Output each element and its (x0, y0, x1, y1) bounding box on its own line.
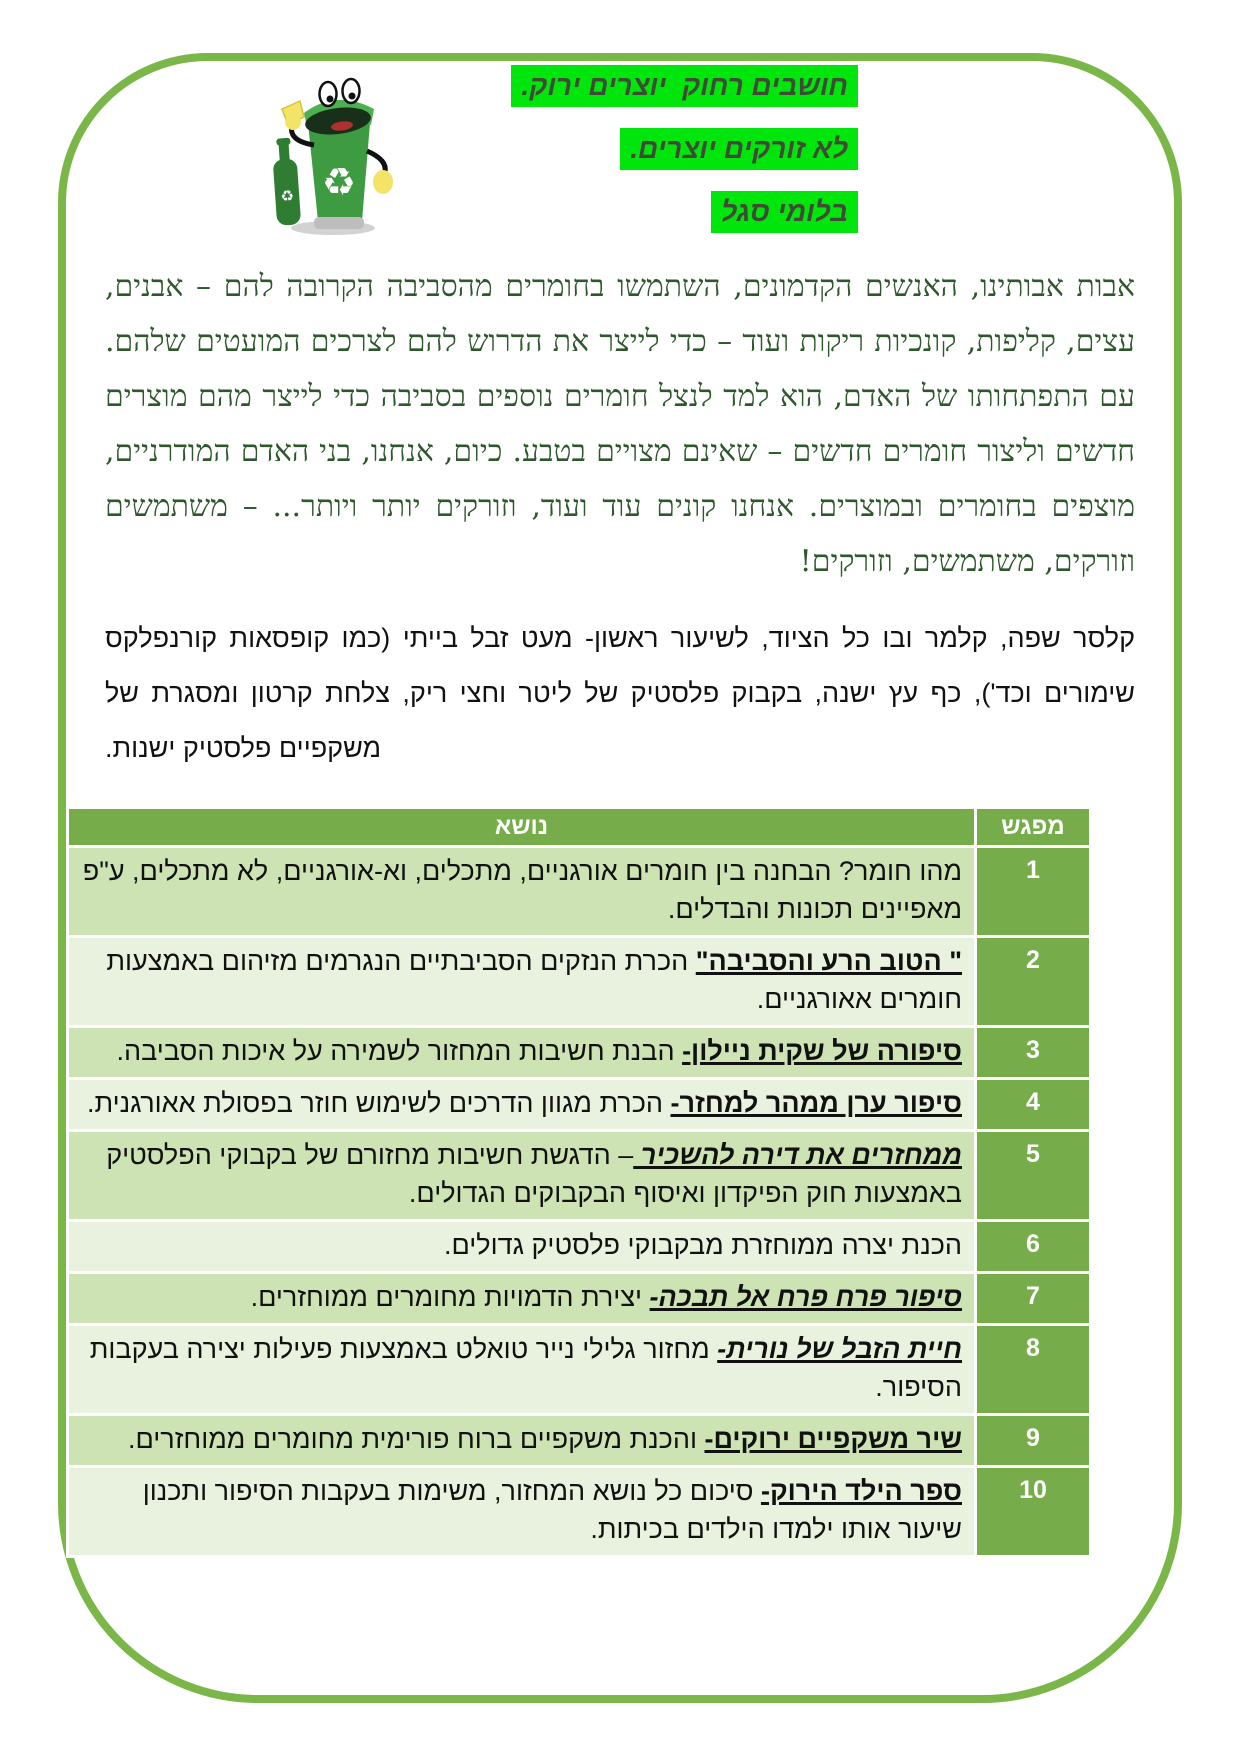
table-row (68, 1325, 1091, 1415)
topic-text: הכנת יצרה ממוחזרת מבקבוקי פלסטיק גדולים. (444, 1230, 962, 1260)
topic-cell (68, 1027, 976, 1079)
topic-title: סיפורה של שקית ניילון- (682, 1036, 962, 1066)
intro-paragraph: אבות אבותינו, האנשים הקדמונים, השתמשו בחומרים מהסביבה הקרובה להם – אבנים, עצים, קליפות, קונכיות ריקות ועוד – כדי לייצר את הדרוש להם לצרכים המועטים שלהם. עם התפתחותו של האדם, הוא למד לנצל חומרים נוספים בסביבה כדי לייצר מהם מוצרים חדשים וליצור חומרים חדשים – שאינם מצויים בטבע. כיום, אנחנו, בני האדם המודרניים, מוצפים בחומרים ובמוצרים. אנחנו קונים עוד ועוד, וזורקים יותר ויותר... – משתמשים וזורקים, משתמשים, וזורקים! (105, 269, 1135, 579)
topic-title: שיר משקפיים ירוקים- (704, 1424, 962, 1454)
table-row (68, 937, 1091, 1027)
headline-line-3: בלומי סגל (711, 191, 858, 233)
session-number: 2 (976, 937, 1091, 1027)
page-border-frame (58, 53, 1182, 1703)
table-row (68, 847, 1091, 937)
session-number: 9 (976, 1415, 1091, 1467)
topic-cell (68, 1273, 976, 1325)
topic-text: מחזור גלילי נייר טואלט באמצעות פעילות יצירה בעקבות הסיפור. (89, 1334, 962, 1402)
topic-title: " הטוב הרע והסביבה" (695, 946, 962, 976)
supplies-paragraph: קלסר שפה, קלמר ובו כל הציוד, לשיעור ראשון- מעט זבל בייתי (כמו קופסאות קורנפלקס שימורים וכד'), כף עץ ישנה, בקבוק פלסטיק של ליטר וחצי ריק, צלחת קרטון ומסגרת של משקפיים פלסטיק ישנות. (105, 623, 1135, 763)
table-row (68, 1273, 1091, 1325)
table-row (68, 1079, 1091, 1131)
page-header (66, 61, 1174, 249)
topic-title: חיית הזבל של נורית- (717, 1334, 962, 1364)
topic-text: הבנת חשיבות המחזור לשמירה על איכות הסביבה. (116, 1036, 683, 1066)
table-row (68, 1027, 1091, 1079)
headline-line-1: חושבים רחוק יוצרים ירוק. (511, 65, 858, 107)
topic-cell (68, 1131, 976, 1221)
table-row (68, 1467, 1091, 1557)
session-number: 4 (976, 1079, 1091, 1131)
sessions-table-body (68, 847, 1091, 1557)
session-number: 7 (976, 1273, 1091, 1325)
topic-text: סיכום כל נושא המחזור, משימות בעקבות הסיפור ותכנון שיעור אותו ילמדו הילדים בכיתות. (142, 1476, 962, 1544)
recycling-bin-mascot-image (230, 73, 400, 238)
table-row (68, 1415, 1091, 1467)
topic-cell (68, 1467, 976, 1557)
session-number: 10 (976, 1467, 1091, 1557)
topic-cell (68, 1415, 976, 1467)
topic-cell (68, 937, 976, 1027)
topic-text: מהו חומר? הבחנה בין חומרים אורגניים, מתכלים, וא-אורגניים, לא מתכלים, ע"פ מאפיינים תכונות והבדלים. (82, 856, 962, 924)
headline-line-2: לא זורקים יוצרים. (620, 128, 858, 170)
session-number: 1 (976, 847, 1091, 937)
table-row (68, 1131, 1091, 1221)
bin-left-hand (285, 114, 301, 130)
topic-title: סיפור ערן ממהר למחזר- (670, 1088, 962, 1118)
topic-text: – הדגשת חשיבות מחזורם של בקבוקי הפלסטיק באמצעות חוק הפיקדון ואיסוף הבקבוקים הגדולים. (106, 1140, 962, 1208)
session-number: 5 (976, 1131, 1091, 1221)
column-header-topic: נושא (68, 808, 976, 847)
topic-text: יצירת הדמויות מחומרים ממוחזרים. (250, 1282, 650, 1312)
sessions-table (66, 806, 1092, 1558)
topic-cell (68, 1079, 976, 1131)
highlighted-headings (511, 65, 858, 233)
topic-cell (68, 847, 976, 937)
table-header-row (68, 808, 1091, 847)
session-number: 6 (976, 1221, 1091, 1273)
topic-cell (68, 1221, 976, 1273)
topic-text: הכרת הנזקים הסביבתיים הנגרמים מזיהום באמצעות חומרים אאורגניים. (106, 946, 962, 1014)
column-header-session: מפגש (976, 808, 1091, 847)
bottle-icon (271, 137, 301, 225)
bin-base (314, 217, 364, 229)
topic-title: סיפור פרח פרח אל תבכה- (649, 1282, 962, 1312)
topic-title: ממחזרים את דירה להשכיר (633, 1140, 962, 1170)
topic-text: הכרת מגוון הדרכים לשימוש חוזר בפסולת אאורגנית. (87, 1088, 671, 1118)
table-row (68, 1221, 1091, 1273)
topic-title: ספר הילד הירוק- (760, 1476, 962, 1506)
svg-text:♻: ♻ (279, 187, 295, 206)
topic-cell (68, 1325, 976, 1415)
session-number: 3 (976, 1027, 1091, 1079)
topic-text: והכנת משקפיים ברוח פורימית מחומרים ממוחזרים. (127, 1424, 705, 1454)
session-number: 8 (976, 1325, 1091, 1415)
bin-right-hand (373, 170, 393, 194)
recycle-icon: ♻ (321, 162, 357, 204)
